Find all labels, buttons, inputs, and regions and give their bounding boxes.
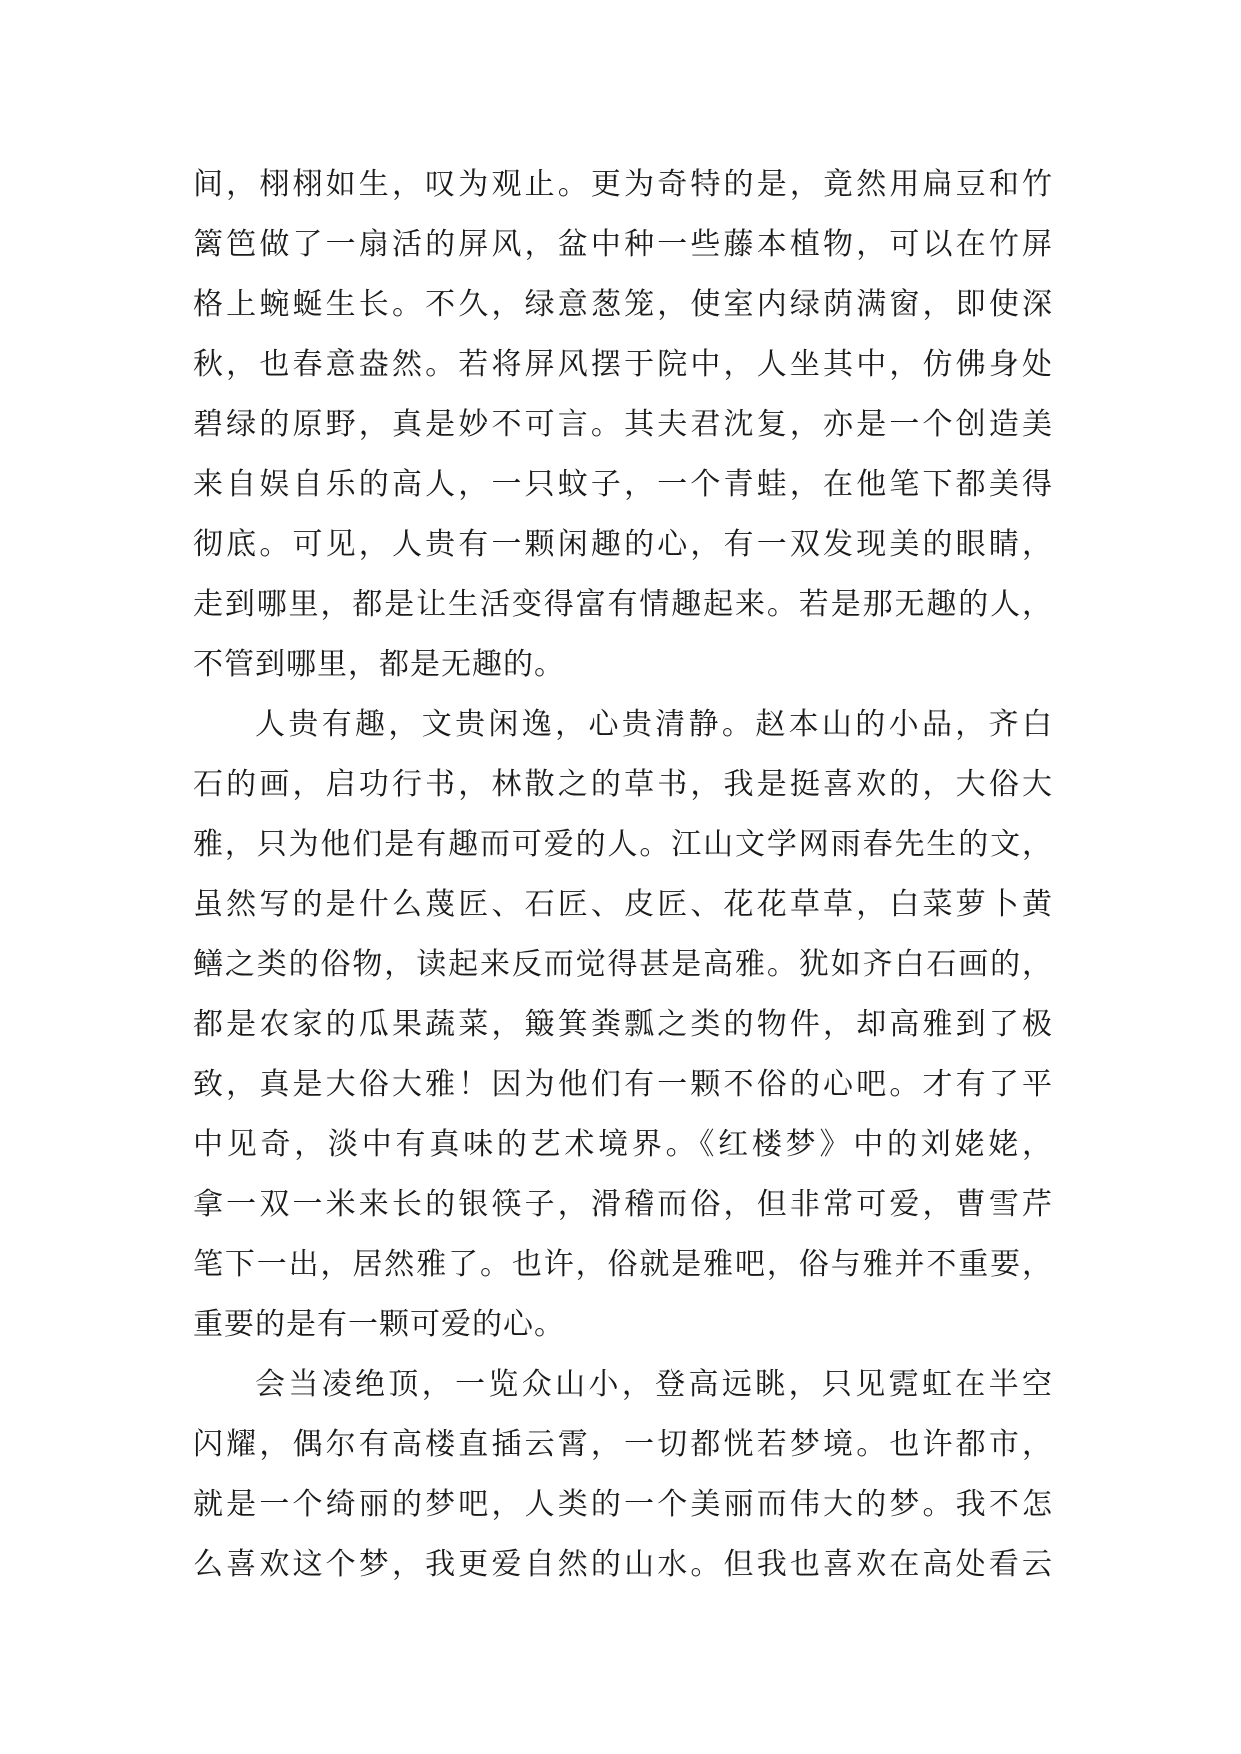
body-text xyxy=(193,155,1053,1595)
text-line: 石的画，启功行书，林散之的草书，我是挺喜欢的，大俗大 xyxy=(193,767,1053,802)
text-line: 碧绿的原野，真是妙不可言。其夫君沈复，亦是一个创造美 xyxy=(193,407,1053,442)
text-line: 间，栩栩如生，叹为观止。更为奇特的是，竟然用扁豆和竹 xyxy=(193,167,1053,202)
text-line: 会当凌绝顶，一览众山小，登高远眺，只见霓虹在半空 xyxy=(255,1367,1053,1402)
text-line: 彻底。可见，人贵有一颗闲趣的心，有一双发现美的眼睛， xyxy=(193,527,1053,562)
text-line: 人贵有趣，文贵闲逸，心贵清静。赵本山的小品，齐白 xyxy=(255,707,1053,742)
text-line: 走到哪里，都是让生活变得富有情趣起来。若是那无趣的人， xyxy=(193,587,1053,622)
text-line: 中见奇，淡中有真味的艺术境界。《红楼梦》中的刘姥姥， xyxy=(193,1127,1053,1162)
text-line: 笔下一出，居然雅了。也许，俗就是雅吧，俗与雅并不重要， xyxy=(193,1247,1053,1282)
text-line: 来自娱自乐的高人，一只蚊子，一个青蛙，在他笔下都美得 xyxy=(193,467,1053,502)
text-line: 么喜欢这个梦，我更爱自然的山水。但我也喜欢在高处看云 xyxy=(193,1547,1053,1582)
text-line: 雅，只为他们是有趣而可爱的人。江山文学网雨春先生的文， xyxy=(193,827,1053,862)
text-line: 鳝之类的俗物，读起来反而觉得甚是高雅。犹如齐白石画的， xyxy=(193,947,1053,982)
text-line: 闪耀，偶尔有高楼直插云霄，一切都恍若梦境。也许都市， xyxy=(193,1427,1053,1462)
text-line: 篱笆做了一扇活的屏风，盆中种一些藤本植物，可以在竹屏 xyxy=(193,227,1053,262)
text-line: 就是一个绮丽的梦吧，人类的一个美丽而伟大的梦。我不怎 xyxy=(193,1487,1053,1522)
text-line: 虽然写的是什么蔑匠、石匠、皮匠、花花草草，白菜萝卜黄 xyxy=(193,887,1053,922)
text-line: 秋，也春意盎然。若将屏风摆于院中，人坐其中，仿佛身处 xyxy=(193,347,1053,382)
text-line: 拿一双一米来长的银筷子，滑稽而俗，但非常可爱，曹雪芹 xyxy=(193,1187,1053,1222)
text-line: 不管到哪里，都是无趣的。 xyxy=(193,647,565,682)
text-line: 格上蜿蜒生长。不久，绿意葱笼，使室内绿荫满窗，即使深 xyxy=(193,287,1053,322)
text-line: 都是农家的瓜果蔬菜，簸箕粪瓢之类的物件，却高雅到了极 xyxy=(193,1007,1053,1042)
text-line: 致，真是大俗大雅！因为他们有一颗不俗的心吧。才有了平 xyxy=(193,1067,1053,1102)
text-line: 重要的是有一颗可爱的心。 xyxy=(193,1307,565,1342)
